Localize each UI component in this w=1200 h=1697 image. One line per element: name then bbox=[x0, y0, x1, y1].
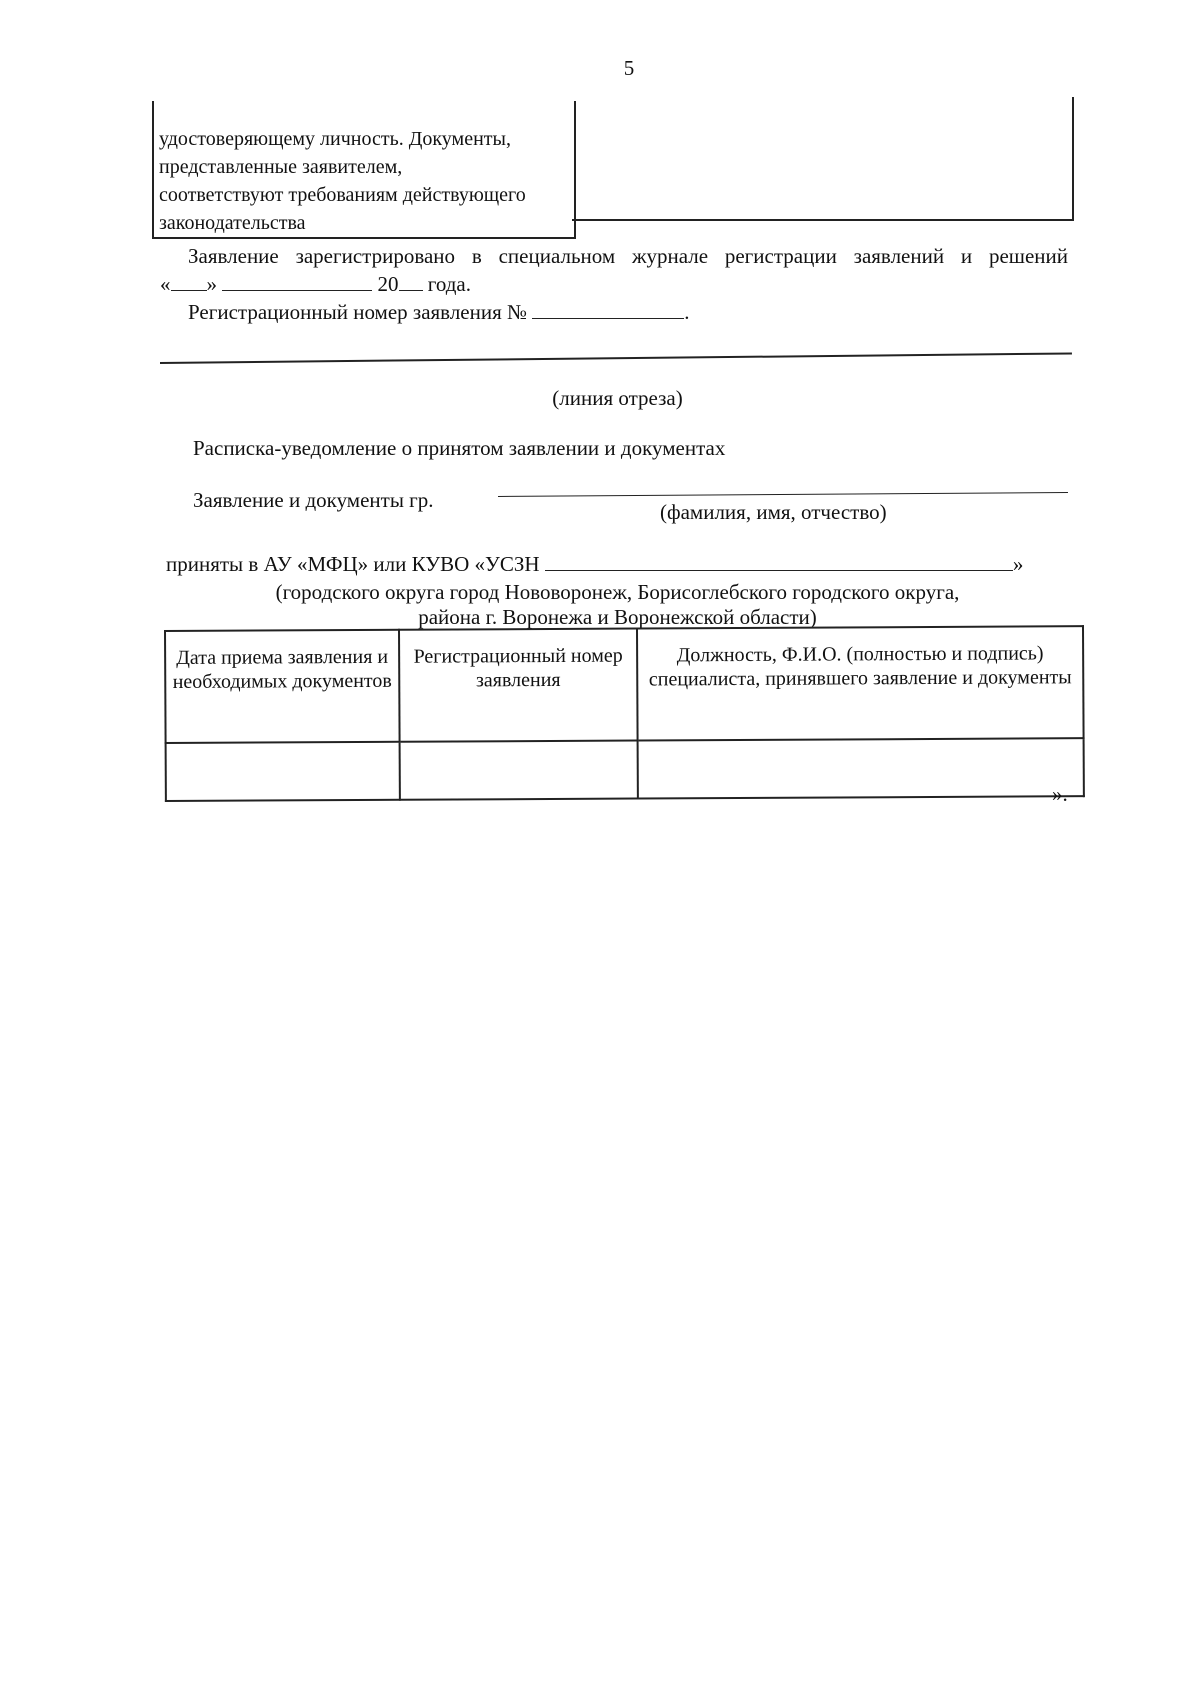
organization-caption-line2: района г. Воронежа и Воронежской области) bbox=[418, 605, 817, 629]
cell-registration-number[interactable] bbox=[400, 741, 638, 800]
continuation-table bbox=[152, 101, 1074, 237]
registration-number-label: Регистрационный номер заявления № bbox=[188, 300, 528, 324]
cell-specialist[interactable] bbox=[638, 738, 1084, 798]
header-specialist: Должность, Ф.И.О. (полностью и подпись) специалиста, принявшего заявление и документы bbox=[637, 626, 1084, 740]
continuation-line: законодательства bbox=[159, 212, 306, 234]
registration-number-blank[interactable] bbox=[532, 301, 684, 319]
continuation-right-cell bbox=[572, 97, 1074, 221]
registration-number bbox=[188, 300, 690, 325]
continuation-line: удостоверяющему личность. Документы, bbox=[159, 128, 511, 150]
closing-quote: ». bbox=[1052, 782, 1068, 806]
organization-blank[interactable] bbox=[545, 553, 1013, 571]
header-date: Дата приема заявления и необходимых документов bbox=[165, 630, 400, 743]
month-blank[interactable] bbox=[222, 273, 372, 291]
continuation-left-text bbox=[159, 125, 571, 237]
applicant-caption: (фамилия, имя, отчество) bbox=[660, 500, 887, 524]
applicant-name-blank[interactable] bbox=[498, 492, 1068, 497]
table-row bbox=[166, 738, 1084, 801]
accepted-by-line bbox=[166, 552, 1023, 577]
continuation-line: представленные заявителем, bbox=[159, 156, 403, 178]
day-blank[interactable] bbox=[171, 273, 207, 291]
year-blank[interactable] bbox=[399, 273, 423, 291]
cut-line bbox=[160, 352, 1072, 364]
accepted-prefix: приняты в АУ «МФЦ» или КУВО «УСЗН bbox=[166, 552, 540, 576]
page-number: 5 bbox=[623, 56, 635, 80]
cut-line-caption: (линия отреза) bbox=[552, 386, 683, 410]
receipt-title: Расписка-уведомление о принятом заявлении и документах bbox=[193, 436, 726, 460]
year-prefix: 20 bbox=[377, 272, 399, 296]
registration-date bbox=[160, 272, 471, 297]
organization-caption-line1: (городского округа город Нововоронеж, Борисоглебского городского округа, bbox=[275, 580, 960, 604]
cell-date[interactable] bbox=[166, 742, 400, 801]
registration-number-end: . bbox=[684, 300, 690, 324]
registration-statement: Заявление зарегистрировано в специальном журнале регистрации заявлений и решений bbox=[188, 244, 1068, 268]
date-close-quote: » bbox=[206, 272, 217, 296]
applicant-label: Заявление и документы гр. bbox=[193, 488, 434, 512]
table-header-row bbox=[165, 626, 1084, 743]
continuation-left-cell bbox=[152, 101, 576, 239]
header-registration-number: Регистрационный номер заявления bbox=[399, 629, 638, 742]
accepted-suffix: » bbox=[1012, 552, 1024, 576]
receipt-table bbox=[164, 625, 1085, 802]
year-suffix: года. bbox=[427, 272, 471, 296]
date-open-quote: « bbox=[160, 272, 171, 296]
continuation-line: соответствуют требованиям действующего bbox=[159, 184, 526, 206]
